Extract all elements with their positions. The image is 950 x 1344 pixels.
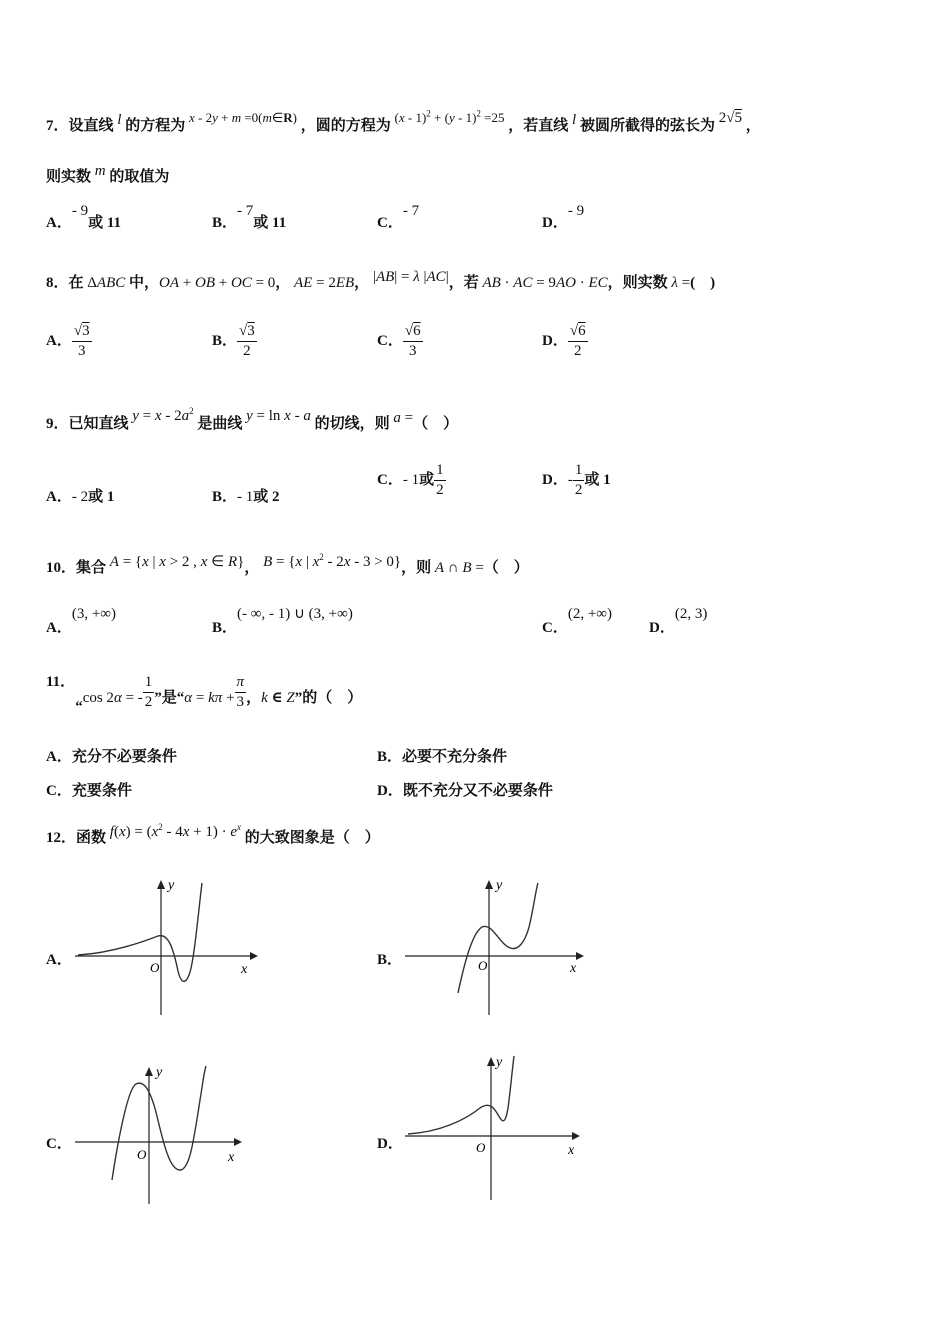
q8-option-c[interactable]: C． $\frac{√6}{3}$ <box>377 323 421 359</box>
q10-option-b[interactable]: B．(- ∞, - 1) ∪ (3, +∞) <box>212 606 353 636</box>
q9-stem: 9．已知直线 $y = x - 2a^2$ 是曲线 y = ln x - a 的切线，则 a =（ ） <box>46 406 459 432</box>
q7-stem-line1: 7．设直线 l 的方程为 x - 2y + m =0(m∈R) ，圆的方程为 (x - 1)$^2$ + (y - 1)$^2$ =25 ，若直线 l 被圆所截得的弦长为 2√5 ， <box>46 108 761 134</box>
q11-stem: 11．“cos 2α = - $\frac{1}{2}$ ”是“α = kπ + $\frac{\pi}{3}$ ，k ∈ Z”的（ ） <box>46 673 363 715</box>
axis-x-label: x <box>570 961 577 976</box>
q7-option-c[interactable]: C．- 7 <box>377 203 420 231</box>
q8-option-d[interactable]: D． $\frac{√6}{2}$ <box>542 323 586 359</box>
q10-option-c[interactable]: C．(2, +∞) <box>542 606 612 636</box>
q7-number: 7．设直线 <box>46 118 114 134</box>
q11-option-b[interactable]: B．必要不充分条件 <box>377 749 508 765</box>
axis-y-label: y <box>156 1065 163 1080</box>
q9-option-d[interactable]: D．- $\frac{1}{2}$ 或 1 <box>542 462 611 498</box>
axis-y-label: y <box>496 1055 503 1070</box>
q12-stem: 12．函数 $f(x) = (x^2 - 4x + 1) \cdot e^x$ 的大致图象是（ ） <box>46 822 380 846</box>
q7-option-a[interactable]: A．- 9或 11 <box>46 203 122 231</box>
q12-option-a[interactable]: A． <box>46 952 72 968</box>
q12-option-c[interactable]: C． <box>46 1136 72 1152</box>
q7-stem-line2: 则实数 m 的取值为 <box>46 163 170 185</box>
q10-stem: 10．集合 A = {x | x > 2 , x ∈ R}， B = {x | $x^2 - 2x - 3 > 0$}，则 A ∩ B =（ ） <box>46 552 529 576</box>
origin-label: O <box>476 1140 486 1155</box>
axis-x-label: x <box>568 1143 575 1158</box>
q10-option-d[interactable]: D．(2, 3) <box>649 606 708 636</box>
origin-label: O <box>137 1147 147 1162</box>
q11-option-c[interactable]: C．充要条件 <box>46 783 132 799</box>
q8-option-b[interactable]: B． $\frac{√3}{2}$ <box>212 323 255 359</box>
q11-option-d[interactable]: D．既不充分又不必要条件 <box>377 783 553 799</box>
q12-graph-c[interactable] <box>70 1060 260 1208</box>
axis-x-label: x <box>241 962 248 977</box>
q7-option-b[interactable]: B．- 7或 11 <box>212 203 287 231</box>
q9-option-a[interactable]: A．- 2或 1 <box>46 489 115 505</box>
q7-option-d[interactable]: D．- 9 <box>542 203 585 231</box>
q12-option-d[interactable]: D． <box>377 1136 403 1152</box>
q12-graph-b[interactable] <box>400 875 590 1020</box>
q11-option-a[interactable]: A．充分不必要条件 <box>46 749 177 765</box>
q12-graph-d[interactable] <box>400 1050 590 1205</box>
q12-option-b[interactable]: B． <box>377 952 403 968</box>
axis-x-label: x <box>228 1150 235 1165</box>
origin-label: O <box>150 960 160 975</box>
axis-y-label: y <box>168 878 175 893</box>
q10-option-a[interactable]: A．(3, +∞) <box>46 606 116 636</box>
q12-graph-a[interactable] <box>70 875 260 1020</box>
q8-stem: 8．在 ΔABC 中，OA + OB + OC = 0， AE = 2EB， |AB| = λ |AC|，若 AB · AC = 9AO · EC，则实数 λ =( ) <box>46 269 716 291</box>
axis-y-label: y <box>496 878 503 893</box>
q8-option-a[interactable]: A． $\frac{√3}{3}$ <box>46 323 90 359</box>
origin-label: O <box>478 958 488 973</box>
q9-option-c[interactable]: C．- 1或 $\frac{1}{2}$ <box>377 462 444 498</box>
q9-option-b[interactable]: B．- 1或 2 <box>212 489 280 505</box>
